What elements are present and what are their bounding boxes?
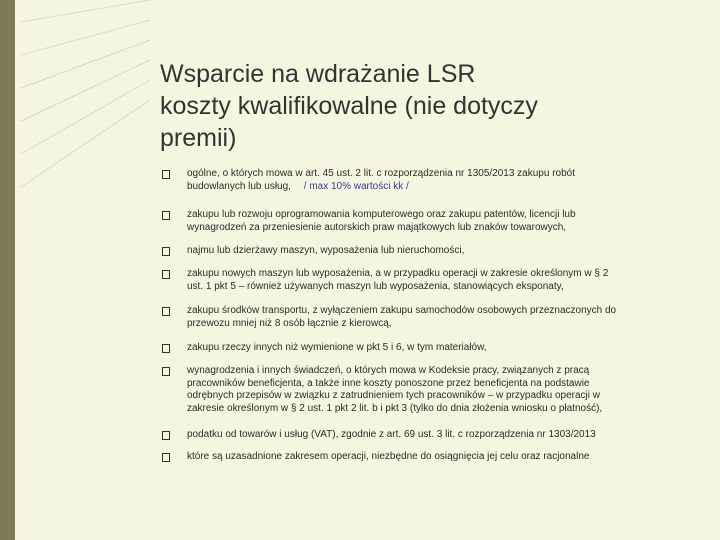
bullet-line: wynagrodzenia i innych świadczeń, o których mowa w Kodeksie pracy, związanych z pracą <box>187 365 590 376</box>
title-line: premii) <box>160 124 237 152</box>
bullet-box-icon <box>162 170 170 179</box>
bullet-box-icon <box>162 367 170 376</box>
bullet-line: przewozu mniej niż 8 osób łącznie z kierowcą, <box>187 317 392 329</box>
bullet-line: najmu lub dzierżawy maszyn, wyposażenia lub nieruchomości, <box>187 245 465 256</box>
bullet-box-icon <box>162 307 170 316</box>
bullet-line: zakupu rzeczy innych niż wymienione w pkt 5 i 6, w tym materiałów, <box>187 342 487 353</box>
title-line: koszty kwalifikowalne (nie dotyczy <box>160 92 538 120</box>
bullet-line: budowlanych lub usług, <box>187 180 291 192</box>
bullet-text <box>187 365 665 415</box>
bullet-text <box>187 342 665 355</box>
bullet-text <box>187 209 665 234</box>
bullet-line: pracowników beneficjenta, a także inne koszty ponoszone przez beneficjenta na podstawie <box>187 377 590 389</box>
bullet-text <box>187 268 665 293</box>
bullet-text <box>187 451 665 464</box>
bullet-line: zakupu nowych maszyn lub wyposażenia, a w przypadku operacji w zakresie określonym w § 2 <box>187 268 609 279</box>
decorative-corner-lines <box>0 0 160 540</box>
title-line: Wsparcie na wdrażanie LSR <box>160 60 476 88</box>
bullet-box-icon <box>162 270 170 279</box>
bullet-text <box>187 168 665 193</box>
bullet-text <box>187 305 665 330</box>
bullet-line: zakresie określonym w § 2 ust. 1 pkt 2 lit. b i pkt 3 (tylko do dnia złożenia wniosku o płatność), <box>187 402 603 414</box>
bullet-line: wynagrodzeń za przeniesienie autorskich praw majątkowych lub znaków towarowych, <box>187 221 567 233</box>
bullet-line: ogólne, o których mowa w art. 45 ust. 2 lit. c rozporządzenia nr 1305/2013 zakupu robót <box>187 168 575 179</box>
bullet-box-icon <box>162 247 170 256</box>
bullet-line: zakupu lub rozwoju oprogramowania komputerowego oraz zakupu patentów, licencji lub <box>187 209 576 220</box>
bullet-highlight: / max 10% wartości kk / <box>303 180 409 192</box>
bullet-text <box>187 429 665 442</box>
bullet-line: ust. 1 pkt 5 – również używanych maszyn lub wyposażenia, stanowiących eksponaty, <box>187 280 564 292</box>
bullet-text <box>187 245 665 258</box>
bullet-box-icon <box>162 211 170 220</box>
bullet-line: zakupu środków transportu, z wyłączeniem zakupu samochodów osobowych przeznaczonych do <box>187 305 617 316</box>
slide-title <box>160 58 680 154</box>
bullet-line: odrębnych przepisów w związku z zatrudnieniem tych pracowników – w przypadku operacji w <box>187 390 600 401</box>
bullet-line: które są uzasadnione zakresem operacji, niezbędne do osiągnięcia jej celu oraz racjonalne <box>187 451 590 462</box>
bullet-line: podatku od towarów i usług (VAT), zgodnie z art. 69 ust. 3 lit. c rozporządzenia nr 1303/2013 <box>187 429 596 440</box>
bullet-box-icon <box>162 344 170 353</box>
bullet-box-icon <box>162 453 170 462</box>
bullet-box-icon <box>162 431 170 440</box>
